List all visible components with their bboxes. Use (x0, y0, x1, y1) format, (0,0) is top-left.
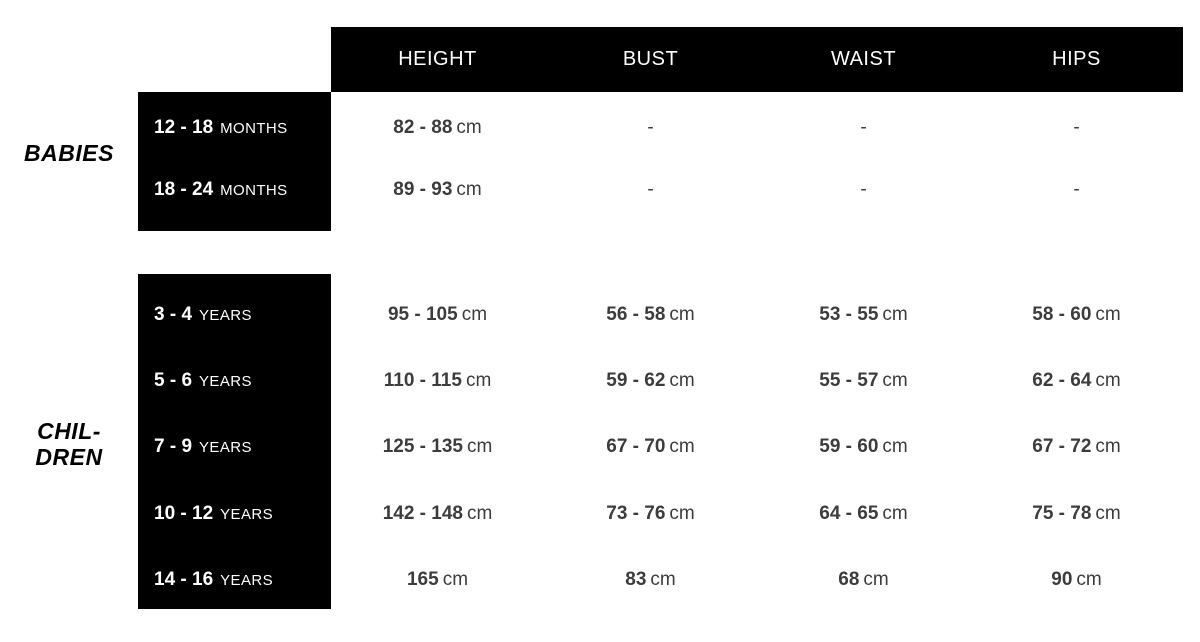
age-cell (138, 304, 331, 326)
age-range: 3 - 4 (154, 303, 193, 325)
hips-value: 62 - 64 (1032, 369, 1092, 391)
group-name-children-line1: CHIL- (37, 418, 101, 444)
waist-value: 53 - 55 (819, 303, 879, 325)
hips-value: 75 - 78 (1032, 502, 1092, 524)
waist-value: 68 (838, 568, 860, 590)
hips-cell (970, 370, 1183, 392)
bust-value: 67 - 70 (606, 435, 666, 457)
waist-unit: cm (882, 369, 908, 391)
hips-unit: cm (1095, 502, 1121, 524)
waist-cell (757, 370, 970, 392)
column-header-hips: HIPS (1052, 48, 1101, 70)
age-unit: YEARS (220, 505, 274, 523)
bust-unit: cm (669, 303, 695, 325)
bust-value: 73 - 76 (606, 502, 666, 524)
column-header-height: HEIGHT (398, 48, 477, 70)
waist-value: - (860, 116, 867, 138)
height-cell (331, 569, 544, 591)
hips-value: 58 - 60 (1032, 303, 1092, 325)
height-cell (331, 304, 544, 326)
hips-value: 67 - 72 (1032, 435, 1092, 457)
age-range: 12 - 18 (154, 116, 214, 138)
waist-cell (757, 503, 970, 525)
age-unit: YEARS (199, 372, 252, 390)
age-unit: YEARS (220, 571, 274, 589)
height-unit: cm (461, 303, 488, 325)
bust-cell (544, 179, 757, 201)
age-unit: YEARS (199, 438, 252, 456)
height-value: 95 - 105 (387, 303, 458, 325)
waist-unit: cm (882, 303, 908, 325)
waist-unit: cm (882, 435, 908, 457)
age-range: 14 - 16 (154, 568, 214, 590)
bust-cell (544, 370, 757, 392)
hips-cell (970, 179, 1183, 201)
height-value: 110 - 115 (383, 369, 462, 391)
table-row (138, 282, 1183, 347)
waist-value: 55 - 57 (819, 369, 879, 391)
bust-cell (544, 503, 757, 525)
height-cell (331, 117, 544, 139)
group-name-babies: BABIES (24, 140, 114, 166)
bust-unit: cm (669, 435, 695, 457)
waist-value: 64 - 65 (819, 502, 879, 524)
age-cell (138, 179, 331, 201)
height-cell (331, 503, 544, 525)
bust-value: 59 - 62 (606, 369, 666, 391)
height-value: 89 - 93 (393, 178, 453, 200)
column-header-waist: WAIST (830, 48, 897, 70)
bust-unit: cm (669, 369, 695, 391)
table-row (138, 95, 1183, 160)
table-header-row (331, 27, 1183, 92)
hips-value: 90 (1051, 568, 1073, 590)
hips-cell (970, 117, 1183, 139)
table-row (138, 157, 1183, 222)
table-row (138, 348, 1183, 413)
group-name-children (0, 418, 138, 471)
height-unit: cm (465, 369, 492, 391)
group-name-children-line2: DREN (35, 444, 103, 471)
waist-unit: cm (882, 502, 908, 524)
age-cell (138, 117, 331, 139)
hips-cell (970, 503, 1183, 525)
height-value: 82 - 88 (393, 116, 453, 138)
age-cell (138, 436, 331, 458)
waist-value: 59 - 60 (819, 435, 879, 457)
height-value: 142 - 148 (382, 502, 463, 524)
bust-value: 83 (625, 568, 647, 590)
bust-value: - (647, 116, 654, 138)
hips-unit: cm (1095, 303, 1121, 325)
bust-value: 56 - 58 (606, 303, 666, 325)
waist-unit: cm (863, 568, 889, 590)
height-unit: cm (456, 178, 482, 200)
age-range: 18 - 24 (154, 178, 214, 200)
waist-value: - (860, 178, 867, 200)
hips-cell (970, 304, 1183, 326)
bust-value: - (647, 178, 654, 200)
hips-unit: cm (1095, 369, 1121, 391)
height-value: 125 - 135 (382, 435, 463, 457)
height-cell (331, 436, 544, 458)
age-cell (138, 569, 331, 591)
age-range: 5 - 6 (154, 369, 193, 391)
age-unit: MONTHS (220, 181, 288, 199)
bust-unit: cm (669, 502, 695, 524)
table-row (138, 481, 1183, 546)
height-cell (331, 179, 544, 201)
height-unit: cm (442, 568, 469, 590)
bust-cell (544, 304, 757, 326)
table-row (138, 547, 1183, 612)
waist-cell (757, 117, 970, 139)
bust-cell (544, 117, 757, 139)
height-unit: cm (466, 435, 493, 457)
age-cell (138, 370, 331, 392)
age-range: 10 - 12 (154, 502, 214, 524)
waist-cell (757, 304, 970, 326)
height-unit: cm (456, 116, 482, 138)
bust-cell (544, 569, 757, 591)
height-value: 165 (406, 568, 439, 590)
age-range: 7 - 9 (154, 435, 193, 457)
column-header-bust: BUST (622, 48, 679, 70)
age-cell (138, 503, 331, 525)
table-row (138, 414, 1183, 479)
hips-unit: cm (1076, 568, 1102, 590)
age-unit: YEARS (199, 306, 252, 324)
waist-cell (757, 436, 970, 458)
hips-unit: cm (1095, 435, 1121, 457)
waist-cell (757, 569, 970, 591)
hips-value: - (1073, 178, 1080, 200)
height-cell (331, 370, 544, 392)
waist-cell (757, 179, 970, 201)
hips-cell (970, 436, 1183, 458)
bust-cell (544, 436, 757, 458)
height-unit: cm (466, 502, 493, 524)
bust-unit: cm (650, 568, 676, 590)
age-unit: MONTHS (220, 119, 288, 137)
hips-value: - (1073, 116, 1080, 138)
hips-cell (970, 569, 1183, 591)
